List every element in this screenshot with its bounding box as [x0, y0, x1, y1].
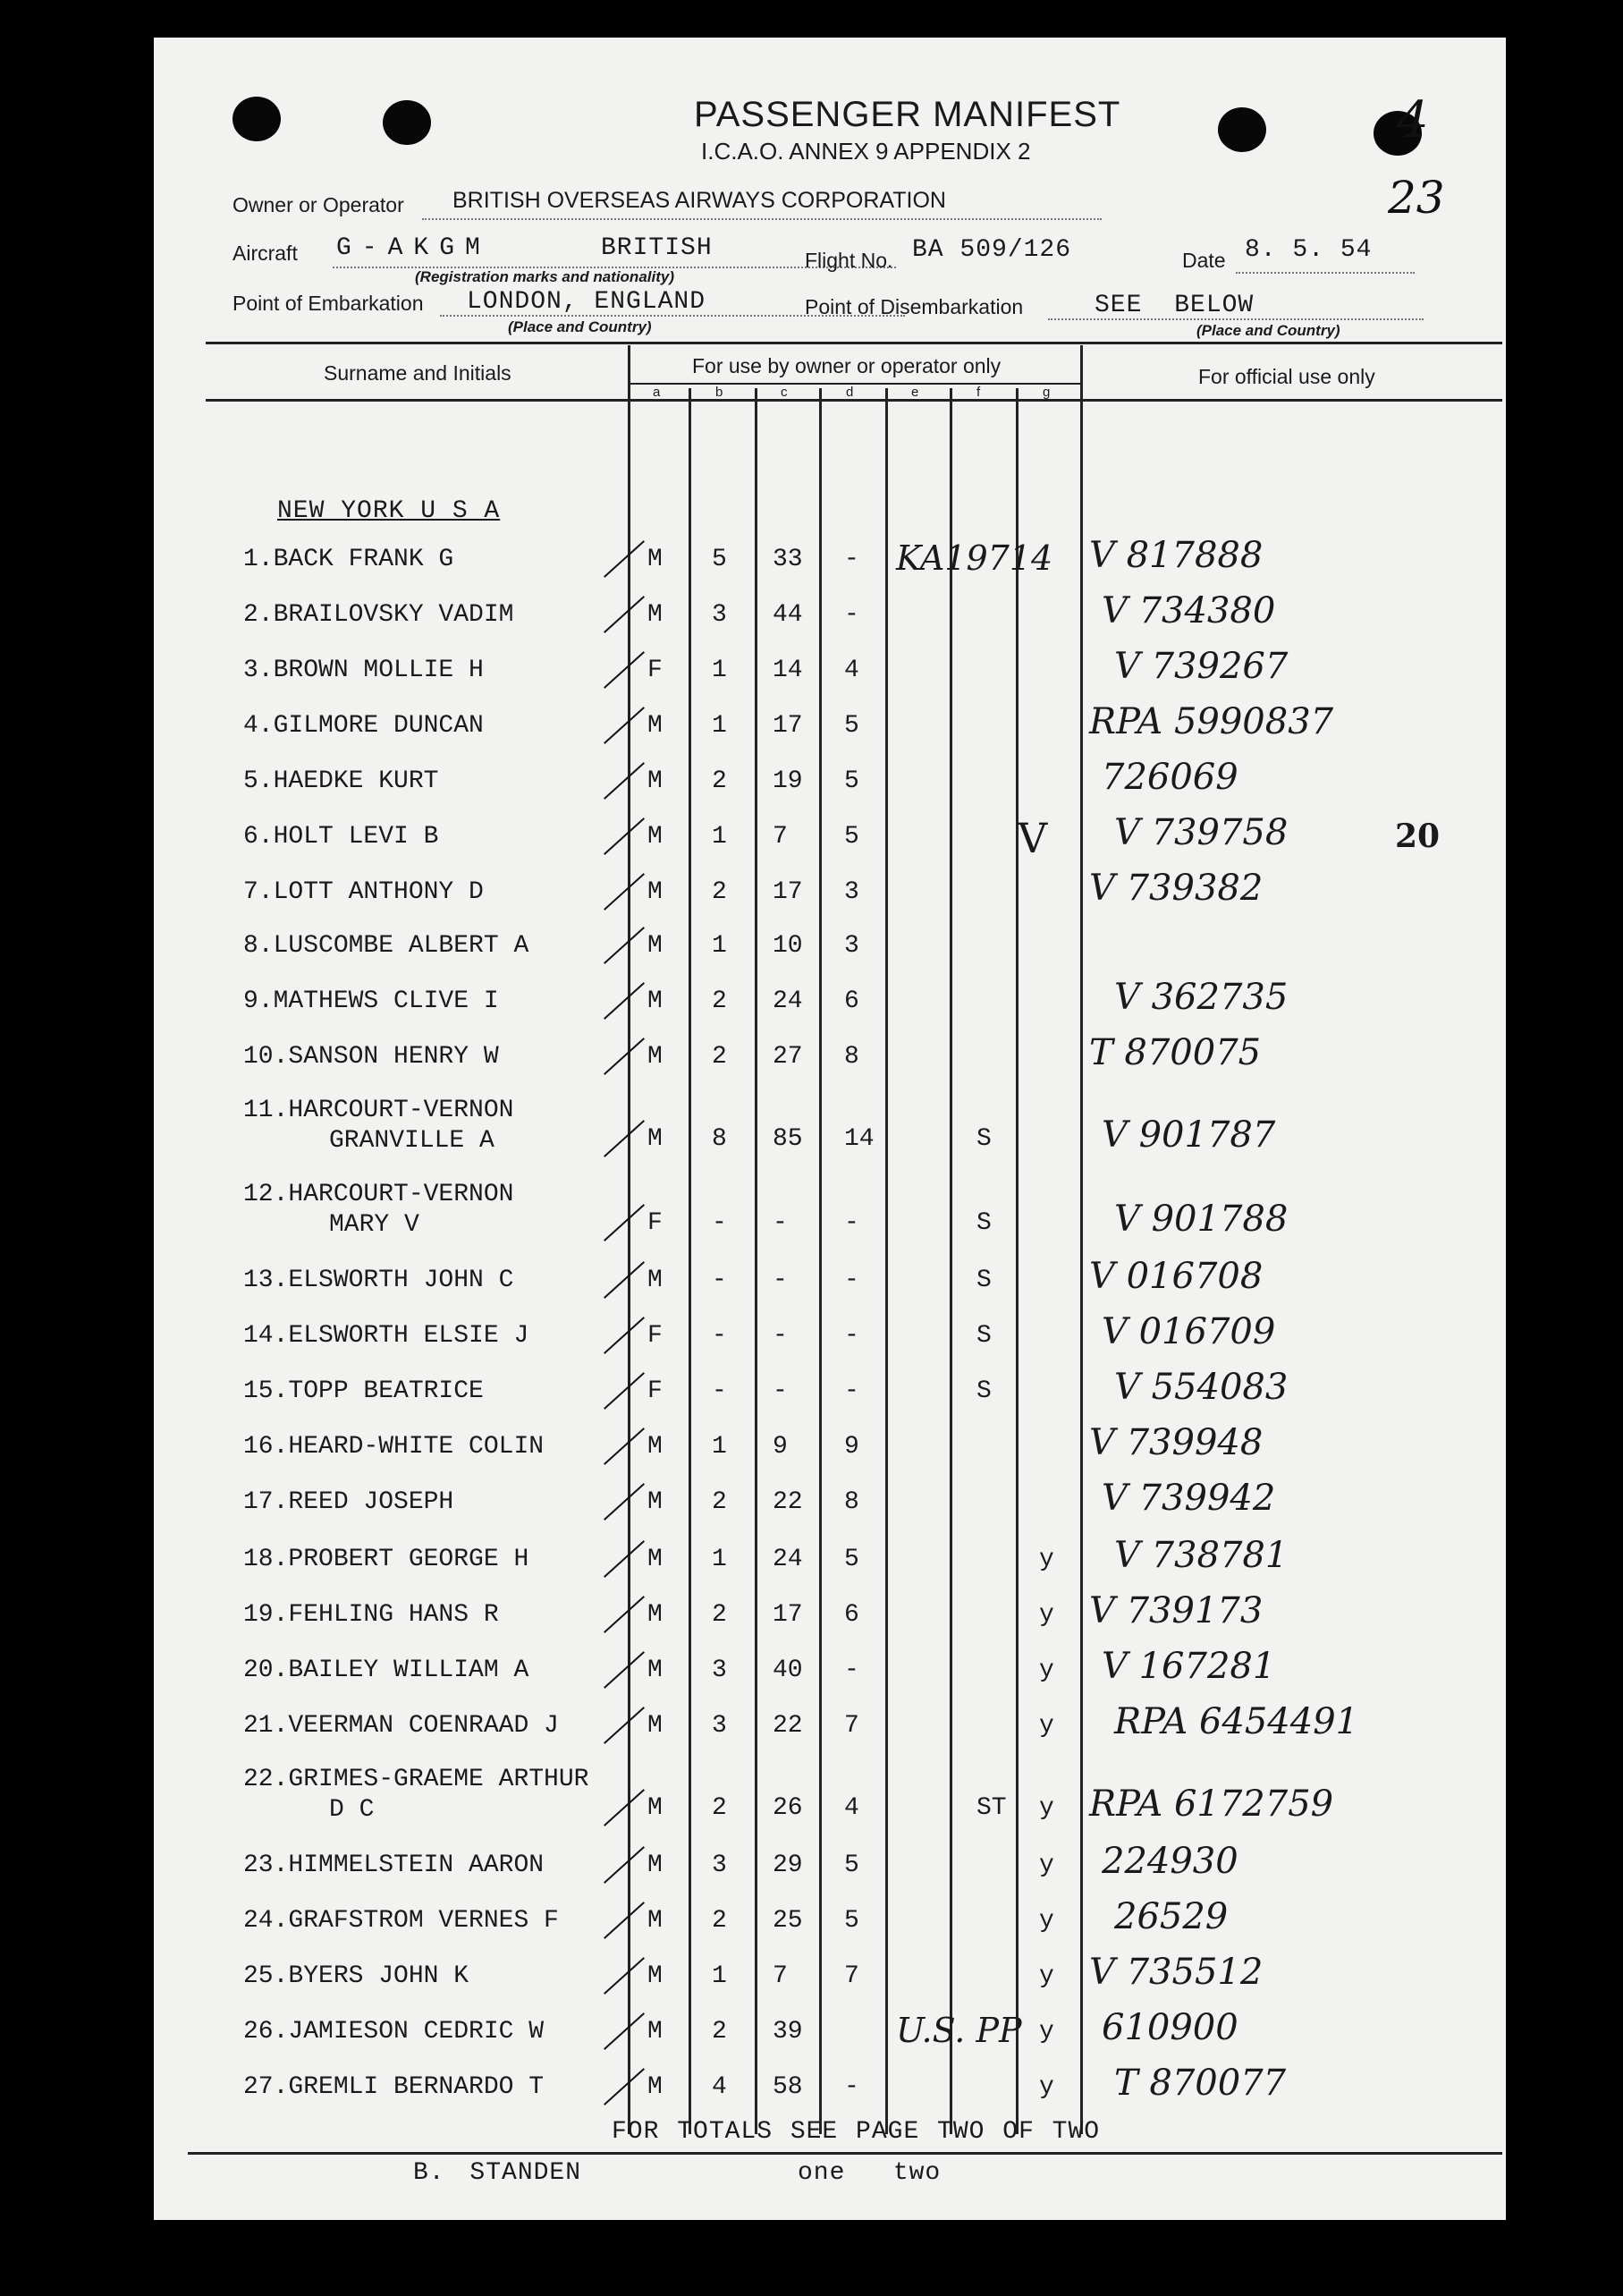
- check-mark: [604, 818, 645, 855]
- disembark-note: (Place and Country): [1196, 322, 1340, 339]
- cell-d: 7: [844, 1962, 859, 1990]
- cell-f: S: [976, 1267, 992, 1294]
- cell-a: F: [647, 657, 663, 684]
- cell-g: y: [1039, 1712, 1054, 1740]
- cell-b: 5: [712, 546, 727, 573]
- passenger-name: 13.ELSWORTH JOHN C: [243, 1267, 514, 1294]
- owner-dotline: [422, 218, 1102, 220]
- check-mark: [604, 1317, 645, 1354]
- cell-a: M: [647, 601, 663, 629]
- passenger-name: 23.HIMMELSTEIN AARON: [243, 1851, 545, 1879]
- table-row: [154, 701, 1506, 766]
- manifest-sheet: [154, 38, 1506, 2220]
- cell-b: -: [712, 1209, 727, 1237]
- cell-c: 40: [773, 1656, 803, 1684]
- passenger-name: 11.HARCOURT-VERNON: [243, 1097, 514, 1124]
- cell-d: 5: [844, 823, 859, 851]
- official-note: RPA 6454491: [1114, 1701, 1359, 1742]
- passenger-name: 20.BAILEY WILLIAM A: [243, 1656, 529, 1684]
- official-note: V 362735: [1114, 977, 1289, 1018]
- official-note: 224930: [1102, 1841, 1238, 1882]
- cell-d: 3: [844, 878, 859, 906]
- flight-value: BA 509/126: [912, 236, 1072, 264]
- official-note: V 739382: [1089, 868, 1264, 909]
- cell-c: 17: [773, 712, 803, 740]
- cell-d: 4: [844, 1794, 859, 1822]
- cell-e-handwritten: U.S. PP: [896, 2011, 1022, 2050]
- cell-d: 5: [844, 767, 859, 795]
- cell-g: y: [1039, 1601, 1054, 1629]
- passenger-name-line2: MARY V: [329, 1211, 419, 1239]
- cell-b: -: [712, 1267, 727, 1294]
- passenger-name: 1.BACK FRANK G: [243, 546, 454, 573]
- cell-a: M: [647, 1488, 663, 1516]
- check-mark: [604, 596, 645, 633]
- subcol-label-g: g: [1043, 385, 1051, 400]
- cell-c: 10: [773, 932, 803, 960]
- cell-c: 7: [773, 823, 788, 851]
- passenger-name-line2: D C: [329, 1796, 375, 1824]
- table-row: [154, 1032, 1506, 1097]
- cell-a: M: [647, 2073, 663, 2101]
- cell-d: -: [844, 1377, 859, 1405]
- passenger-name: 18.PROBERT GEORGE H: [243, 1546, 529, 1573]
- check-mark: [604, 1428, 645, 1465]
- subcol-label-e: e: [911, 385, 919, 400]
- passenger-name: 27.GREMLI BERNARDO T: [243, 2073, 545, 2101]
- subcol-rule: [628, 383, 1082, 385]
- table-row: [154, 1478, 1506, 1542]
- cell-b: 3: [712, 1851, 727, 1879]
- official-note: RPA 5990837: [1089, 701, 1334, 742]
- cell-d: 14: [844, 1125, 875, 1153]
- aircraft-label: Aircraft: [232, 241, 298, 265]
- cell-c: 29: [773, 1851, 803, 1879]
- table-row: [154, 812, 1506, 877]
- table-top-rule: [206, 342, 1502, 344]
- date-label: Date: [1182, 249, 1226, 272]
- totals-note: FOR TOTALS SEE PAGE TWO OF TWO: [612, 2118, 1101, 2146]
- cell-d: 4: [844, 657, 859, 684]
- cell-a: M: [647, 1907, 663, 1935]
- cell-b: 1: [712, 1962, 727, 1990]
- cell-b: 2: [712, 1907, 727, 1935]
- subcol-label-d: d: [846, 385, 854, 400]
- cell-c: -: [773, 1267, 788, 1294]
- cell-c: 14: [773, 657, 803, 684]
- margin-number: 20: [1395, 818, 1441, 855]
- flight-label: Flight No.: [805, 249, 893, 272]
- official-note: 726069: [1102, 757, 1238, 798]
- official-note: V 901787: [1102, 1114, 1276, 1156]
- passenger-name: 2.BRAILOVSKY VADIM: [243, 601, 514, 629]
- col-official-header: For official use only: [1198, 365, 1375, 388]
- cell-a: F: [647, 1209, 663, 1237]
- cell-b: 2: [712, 987, 727, 1015]
- cell-d: 6: [844, 1601, 859, 1629]
- passenger-name: 26.JAMIESON CEDRIC W: [243, 2018, 545, 2046]
- check-mark: [604, 982, 645, 1020]
- official-note: V 739758: [1114, 812, 1289, 853]
- table-row: [154, 1367, 1506, 1431]
- embark-value: LONDON, ENGLAND: [467, 288, 706, 316]
- cell-a: M: [647, 1267, 663, 1294]
- cell-a: M: [647, 2018, 663, 2046]
- cell-b: 4: [712, 2073, 727, 2101]
- table-row: [154, 1896, 1506, 1961]
- cell-a: M: [647, 712, 663, 740]
- cell-b: 8: [712, 1125, 727, 1153]
- check-mark: [604, 540, 645, 578]
- table-row: [154, 868, 1506, 932]
- passenger-name: 3.BROWN MOLLIE H: [243, 657, 484, 684]
- check-mark: [604, 927, 645, 964]
- official-note: V 739173: [1089, 1590, 1264, 1631]
- table-row: [154, 932, 1506, 986]
- col-owner-header: For use by owner or operator only: [692, 354, 1002, 377]
- passenger-name: 25.BYERS JOHN K: [243, 1962, 469, 1990]
- table-row: [154, 1841, 1506, 1905]
- table-row: [154, 1311, 1506, 1376]
- cell-a: M: [647, 878, 663, 906]
- cell-a: M: [647, 1043, 663, 1071]
- check-mark: [604, 1038, 645, 1075]
- table-row: [154, 2007, 1506, 2071]
- check-mark: [604, 1596, 645, 1633]
- official-note: 26529: [1114, 1896, 1229, 1937]
- cell-a: M: [647, 1433, 663, 1461]
- punch-hole: [383, 100, 431, 145]
- totals-rule: [188, 2152, 1502, 2155]
- check-mark: [604, 1789, 645, 1826]
- cell-d: -: [844, 1209, 859, 1237]
- official-note: V 167281: [1102, 1646, 1276, 1687]
- embark-note: (Place and Country): [508, 318, 652, 335]
- check-mark: [604, 651, 645, 689]
- table-row: [154, 1766, 1506, 1825]
- cell-d: 7: [844, 1712, 859, 1740]
- aircraft-value: G-AKGM: [336, 234, 491, 262]
- table-row: [154, 1097, 1506, 1156]
- subcol-label-c: c: [781, 385, 788, 400]
- cell-a: M: [647, 1656, 663, 1684]
- cell-c: 39: [773, 2018, 803, 2046]
- passenger-name: 24.GRAFSTROM VERNES F: [243, 1907, 559, 1935]
- official-note: RPA 6172759: [1089, 1783, 1334, 1825]
- cell-g: V: [1018, 814, 1048, 862]
- passenger-name: 8.LUSCOMBE ALBERT A: [243, 932, 529, 960]
- cell-a: M: [647, 1546, 663, 1573]
- footer-page-words: one two: [798, 2159, 942, 2187]
- cell-a: M: [647, 932, 663, 960]
- passenger-name: 21.VEERMAN COENRAAD J: [243, 1712, 559, 1740]
- cell-a: M: [647, 546, 663, 573]
- official-note: V 739942: [1102, 1478, 1276, 1519]
- cell-d: 5: [844, 1907, 859, 1935]
- check-mark: [604, 1651, 645, 1689]
- check-mark: [604, 2012, 645, 2050]
- table-header-rule: [206, 399, 1502, 402]
- cell-d: 5: [844, 1851, 859, 1879]
- cell-g: y: [1039, 1907, 1054, 1935]
- passenger-name: 4.GILMORE DUNCAN: [243, 712, 484, 740]
- disembark-value: SEE BELOW: [1095, 292, 1255, 319]
- official-note: T 870077: [1114, 2063, 1287, 2104]
- official-note: T 870075: [1089, 1032, 1262, 1073]
- check-mark: [604, 1902, 645, 1939]
- table-row: [154, 1181, 1506, 1240]
- check-mark: [604, 2068, 645, 2105]
- cell-c: 44: [773, 601, 803, 629]
- check-mark: [604, 1846, 645, 1884]
- cell-a: M: [647, 767, 663, 795]
- passenger-name: 17.REED JOSEPH: [243, 1488, 454, 1516]
- date-dotline: [1236, 272, 1415, 274]
- official-note: V 739267: [1114, 646, 1289, 687]
- cell-f: S: [976, 1125, 992, 1153]
- check-mark: [604, 1540, 645, 1578]
- cell-c: -: [773, 1322, 788, 1350]
- cell-c: 17: [773, 1601, 803, 1629]
- table-row: [154, 590, 1506, 655]
- cell-d: 6: [844, 987, 859, 1015]
- page-subtitle: I.C.A.O. ANNEX 9 APPENDIX 2: [701, 138, 1031, 165]
- aircraft-nationality: BRITISH: [601, 234, 713, 262]
- cell-b: 2: [712, 1488, 727, 1516]
- disembark-dotline: [1048, 318, 1424, 320]
- passenger-name: 10.SANSON HENRY W: [243, 1043, 499, 1071]
- cell-b: 3: [712, 601, 727, 629]
- cell-g: y: [1039, 1962, 1054, 1990]
- passenger-name: 16.HEARD-WHITE COLIN: [243, 1433, 545, 1461]
- cell-c: 7: [773, 1962, 788, 1990]
- owner-value: BRITISH OVERSEAS AIRWAYS CORPORATION: [452, 188, 946, 213]
- subcol-label-f: f: [976, 385, 981, 400]
- cell-a: M: [647, 1962, 663, 1990]
- destination-heading: NEW YORK U S A: [277, 497, 501, 525]
- check-mark: [604, 1372, 645, 1410]
- passenger-name: 22.GRIMES-GRAEME ARTHUR: [243, 1766, 589, 1793]
- cell-c: 24: [773, 1546, 803, 1573]
- cell-b: 2: [712, 767, 727, 795]
- cell-d: -: [844, 2073, 859, 2101]
- cell-c: 85: [773, 1125, 803, 1153]
- cell-b: 2: [712, 1043, 727, 1071]
- check-mark: [604, 1957, 645, 1995]
- official-note: V 735512: [1089, 1952, 1264, 1993]
- table-row: [154, 977, 1506, 1041]
- cell-c: 33: [773, 546, 803, 573]
- check-mark: [604, 1204, 645, 1241]
- table-row: [154, 1256, 1506, 1320]
- cell-a: F: [647, 1377, 663, 1405]
- cell-c: 58: [773, 2073, 803, 2101]
- cell-a: M: [647, 823, 663, 851]
- cell-a: M: [647, 1712, 663, 1740]
- cell-a: M: [647, 1601, 663, 1629]
- aircraft-note: (Registration marks and nationality): [415, 268, 674, 285]
- official-note: V 734380: [1102, 590, 1276, 631]
- cell-g: y: [1039, 2073, 1054, 2101]
- cell-g: y: [1039, 1546, 1054, 1573]
- cell-f: S: [976, 1209, 992, 1237]
- punch-hole: [1218, 107, 1266, 152]
- passenger-name: 15.TOPP BEATRICE: [243, 1377, 484, 1405]
- cell-b: 1: [712, 657, 727, 684]
- cell-d: -: [844, 1656, 859, 1684]
- cell-f: S: [976, 1322, 992, 1350]
- embark-label: Point of Embarkation: [232, 292, 424, 315]
- cell-a: F: [647, 1322, 663, 1350]
- footer-signature: B. STANDEN: [413, 2159, 582, 2187]
- official-note: V 554083: [1114, 1367, 1289, 1408]
- cell-c: 27: [773, 1043, 803, 1071]
- subcol-label-a: a: [653, 385, 661, 400]
- check-mark: [604, 707, 645, 744]
- cell-c: 26: [773, 1794, 803, 1822]
- cell-b: 1: [712, 712, 727, 740]
- cell-f: S: [976, 1377, 992, 1405]
- passenger-name: 19.FEHLING HANS R: [243, 1601, 499, 1629]
- passenger-name: 5.HAEDKE KURT: [243, 767, 439, 795]
- cell-b: 1: [712, 823, 727, 851]
- passenger-name: 6.HOLT LEVI B: [243, 823, 439, 851]
- check-mark: [604, 873, 645, 911]
- cell-a: M: [647, 987, 663, 1015]
- cell-a: M: [647, 1851, 663, 1879]
- check-mark: [604, 1707, 645, 1744]
- cell-d: 5: [844, 712, 859, 740]
- table-row: [154, 757, 1506, 821]
- cell-f: ST: [976, 1794, 1007, 1822]
- cell-b: 2: [712, 878, 727, 906]
- cell-d: -: [844, 1267, 859, 1294]
- check-mark: [604, 762, 645, 800]
- cell-d: -: [844, 546, 859, 573]
- table-row: [154, 1535, 1506, 1599]
- cell-g: y: [1039, 1656, 1054, 1684]
- cell-d: 5: [844, 1546, 859, 1573]
- cell-b: 2: [712, 1601, 727, 1629]
- official-note: V 739948: [1089, 1422, 1264, 1463]
- cell-a: M: [647, 1794, 663, 1822]
- cell-c: -: [773, 1377, 788, 1405]
- passenger-name-line2: GRANVILLE A: [329, 1127, 495, 1155]
- disembark-label: Point of Disembarkation: [805, 295, 1024, 318]
- cell-b: 2: [712, 2018, 727, 2046]
- subcol-label-b: b: [715, 385, 723, 400]
- date-value: 8. 5. 54: [1245, 236, 1373, 264]
- official-note: V 901788: [1114, 1199, 1289, 1240]
- passenger-name: 14.ELSWORTH ELSIE J: [243, 1322, 529, 1350]
- punch-hole: [232, 97, 281, 141]
- cell-b: 3: [712, 1712, 727, 1740]
- cell-c: 19: [773, 767, 803, 795]
- table-row: [154, 1952, 1506, 2016]
- official-note: V 016708: [1089, 1256, 1264, 1297]
- cell-b: -: [712, 1322, 727, 1350]
- passenger-name: 12.HARCOURT-VERNON: [243, 1181, 514, 1208]
- passenger-name: 9.MATHEWS CLIVE I: [243, 987, 499, 1015]
- cell-c: 9: [773, 1433, 788, 1461]
- page-mark: 4: [1397, 91, 1429, 149]
- official-note: 610900: [1102, 2007, 1238, 2048]
- cell-d: 9: [844, 1433, 859, 1461]
- cell-b: -: [712, 1377, 727, 1405]
- cell-a: M: [647, 1125, 663, 1153]
- cell-b: 1: [712, 1433, 727, 1461]
- cell-c: 22: [773, 1712, 803, 1740]
- cell-c: 24: [773, 987, 803, 1015]
- official-note: V 016709: [1102, 1311, 1276, 1352]
- check-mark: [604, 1120, 645, 1157]
- owner-label: Owner or Operator: [232, 193, 404, 216]
- table-row: [154, 1590, 1506, 1655]
- cell-c: 17: [773, 878, 803, 906]
- table-row: [154, 1701, 1506, 1766]
- cell-c: -: [773, 1209, 788, 1237]
- cell-d: -: [844, 1322, 859, 1350]
- cell-b: 3: [712, 1656, 727, 1684]
- page-title: PASSENGER MANIFEST: [694, 95, 1121, 134]
- cell-e-handwritten: KA19714: [896, 538, 1053, 578]
- check-mark: [604, 1261, 645, 1299]
- official-note: V 817888: [1089, 535, 1264, 576]
- cell-b: 2: [712, 1794, 727, 1822]
- cell-d: 8: [844, 1488, 859, 1516]
- cell-g: y: [1039, 1794, 1054, 1822]
- check-mark: [604, 1483, 645, 1521]
- cell-d: -: [844, 601, 859, 629]
- cell-d: 8: [844, 1043, 859, 1071]
- official-note: V 738781: [1114, 1535, 1289, 1576]
- cell-g: y: [1039, 1851, 1054, 1879]
- table-row: [154, 1422, 1506, 1487]
- cell-b: 1: [712, 1546, 727, 1573]
- cell-b: 1: [712, 932, 727, 960]
- table-row: [154, 535, 1506, 599]
- cell-c: 25: [773, 1907, 803, 1935]
- corner-mark: 23: [1388, 172, 1445, 224]
- cell-g: y: [1039, 2018, 1054, 2046]
- cell-d: 3: [844, 932, 859, 960]
- col-name-header: Surname and Initials: [324, 361, 511, 385]
- passenger-name: 7.LOTT ANTHONY D: [243, 878, 484, 906]
- cell-c: 22: [773, 1488, 803, 1516]
